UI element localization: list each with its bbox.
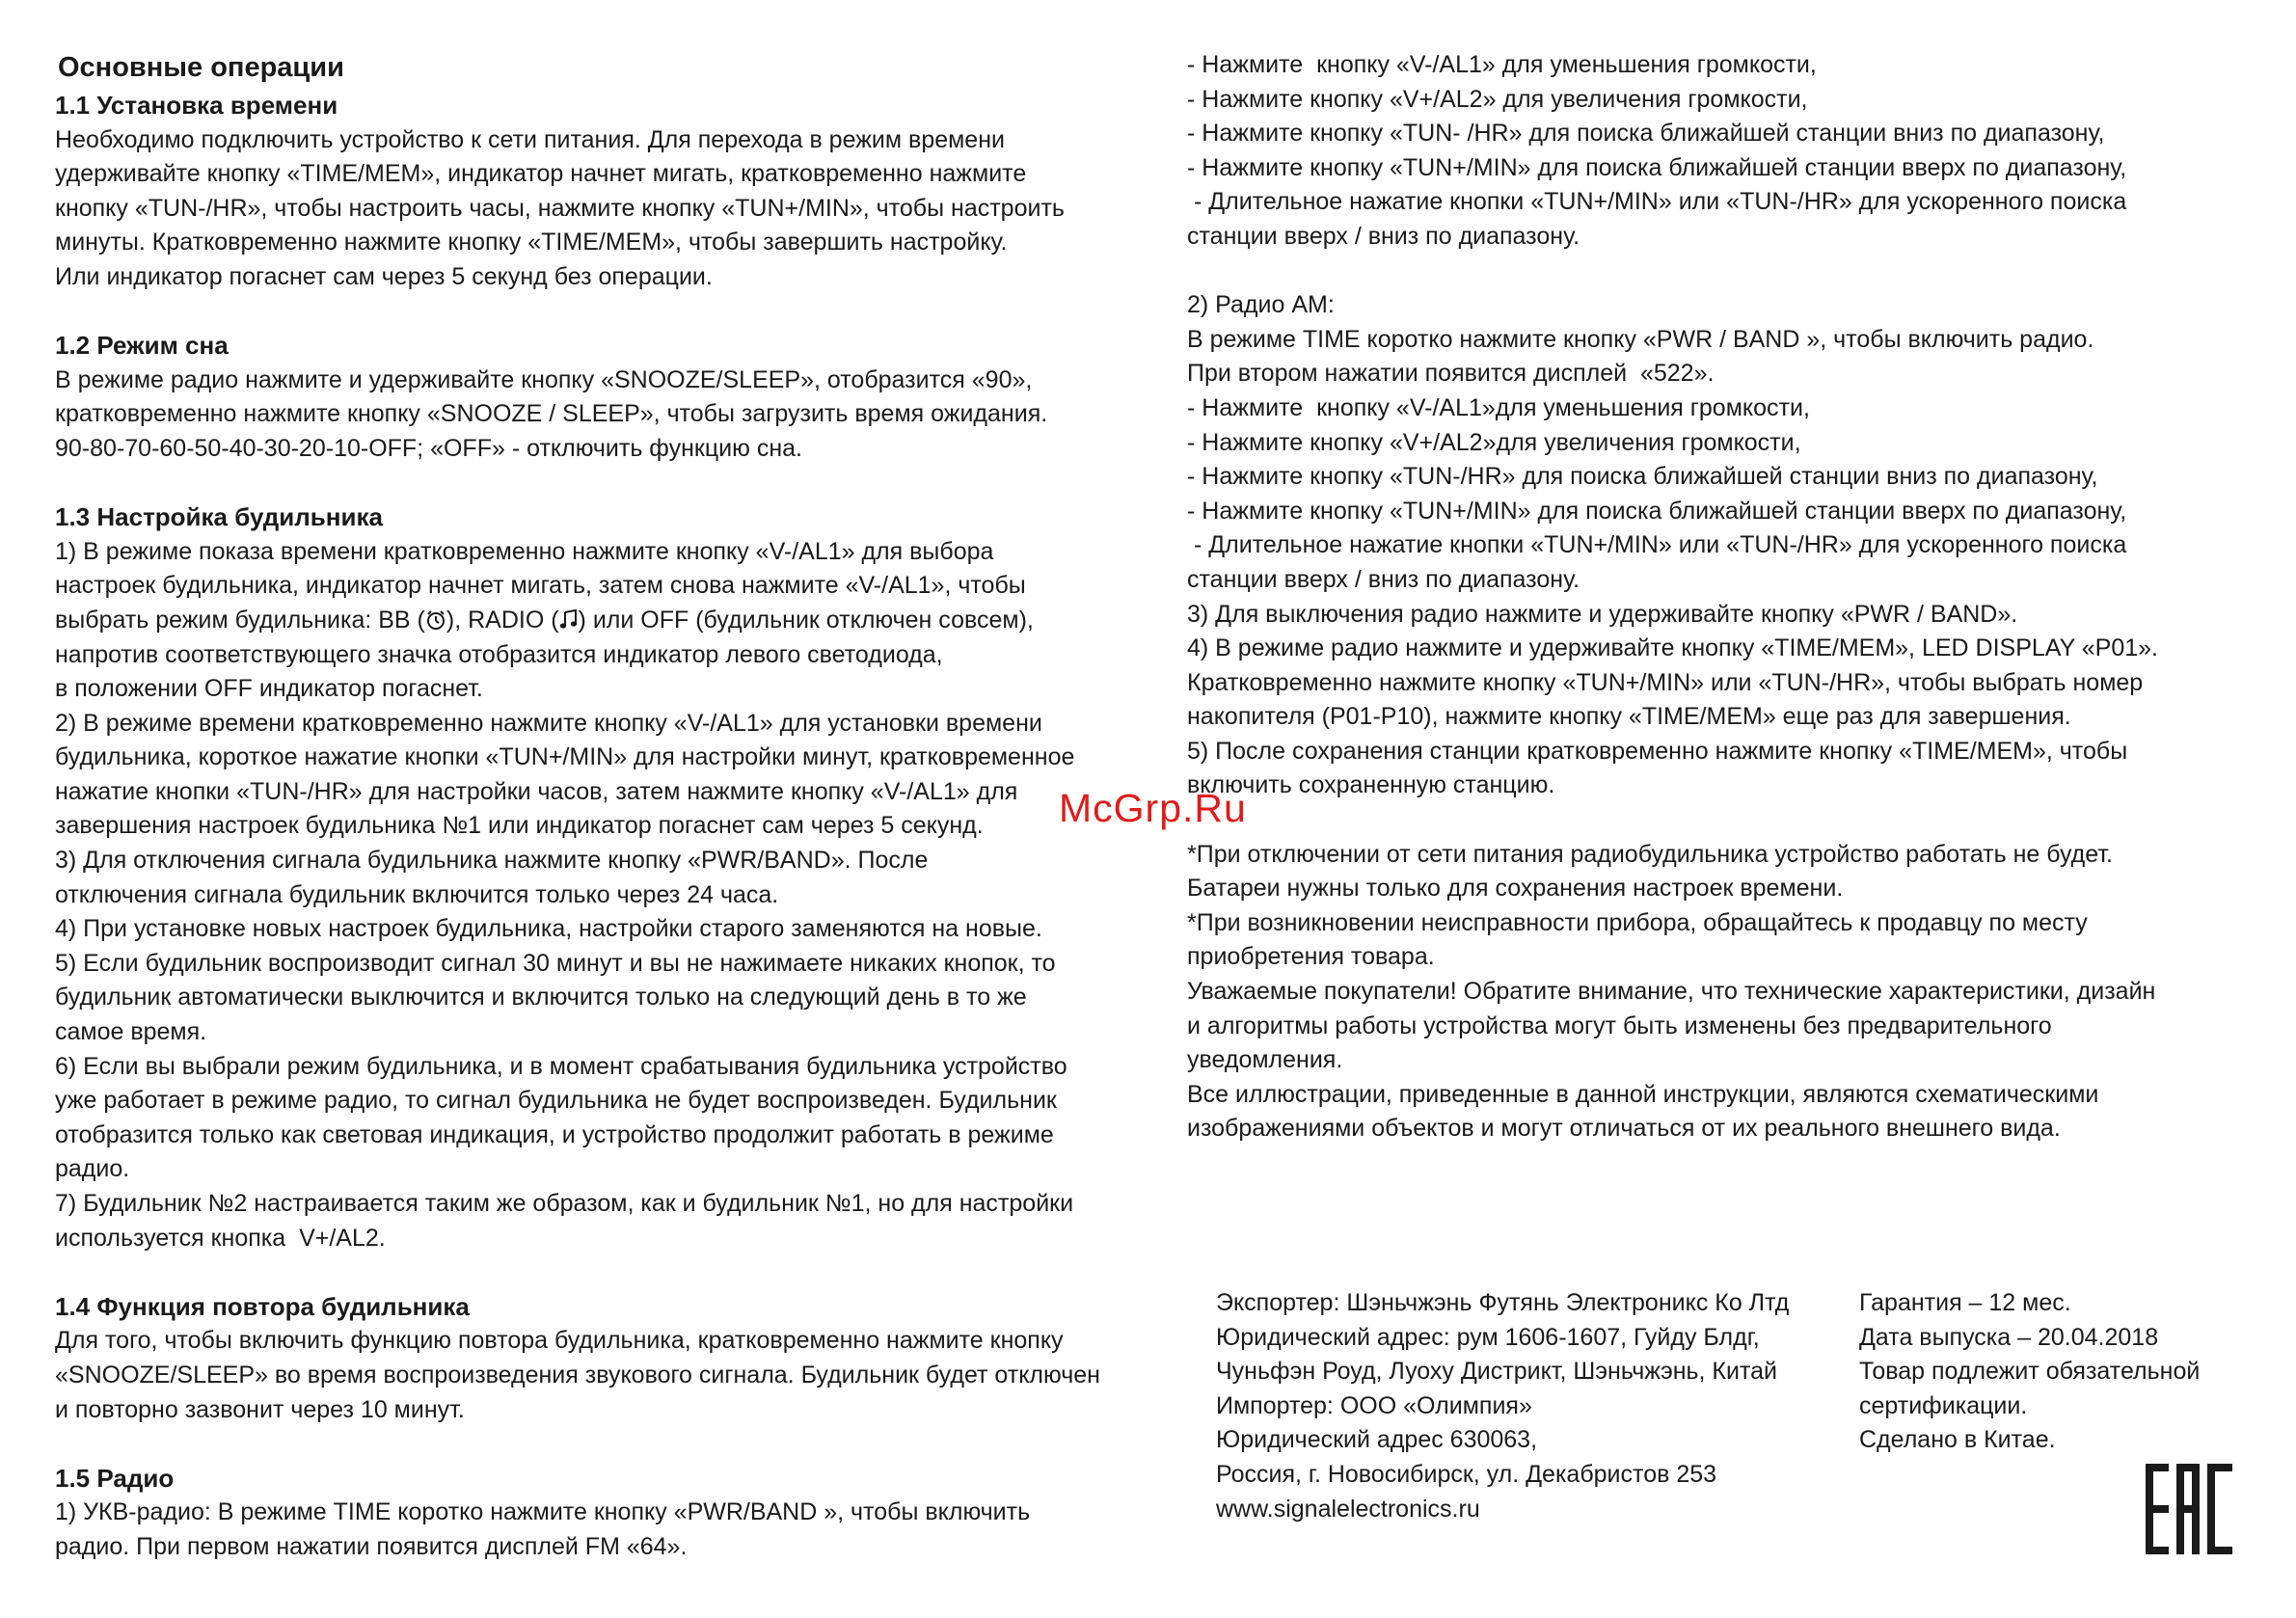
text-line: станции вверх / вниз по диапазону. bbox=[1187, 565, 1580, 593]
text-line: используется кнопка V+/AL2. bbox=[55, 1224, 386, 1252]
text-line: - Нажмите кнопку «TUN-/HR» для поиска ближайшей станции вниз по диапазону, bbox=[1187, 463, 2098, 491]
text-line: 2) Радио AM: bbox=[1187, 291, 1335, 319]
text-line: - Нажмите кнопку «V-/AL1» для уменьшения громкости, bbox=[1187, 51, 1817, 78]
text-line-with-icons bbox=[55, 604, 1164, 638]
text-line: *При возникновении неисправности прибора, обращайтесь к продавцу по месту bbox=[1187, 908, 2088, 936]
text-line: удерживайте кнопку «TIME/MEM», индикатор начнет мигать, кратковременно нажмите bbox=[55, 160, 1027, 188]
music-note-icon bbox=[559, 609, 579, 631]
section-body-alarm-setting bbox=[55, 535, 1164, 1255]
text-line: 7) Будильник №2 настраивается таким же образом, как и будильник №1, но для настройки bbox=[55, 1190, 1074, 1217]
text-line: В режиме радио нажмите и удерживайте кнопку «SNOOZE/SLEEP», отобразится «90», bbox=[55, 365, 1033, 393]
text-line: радио. При первом нажатии появится дисплей FM «64». bbox=[55, 1532, 688, 1560]
text-line: Сделано в Китае. bbox=[1859, 1426, 2056, 1454]
eac-certification-logo bbox=[2146, 1464, 2232, 1554]
text-line: 5) После сохранения станции кратковременно нажмите кнопку «TIME/MEM», чтобы bbox=[1187, 737, 2128, 765]
text-line: изображениями объектов и могут отличаться от их реального внешнего вида. bbox=[1187, 1115, 2061, 1143]
spacer bbox=[1187, 255, 2238, 289]
text-line: Для того, чтобы включить функцию повтора будильника, кратковременно нажмите кнопку bbox=[55, 1327, 1064, 1355]
text-line: Импортер: ООО «Олимпия» bbox=[1216, 1391, 1532, 1419]
text-line: 5) Если будильник воспроизводит сигнал 30 минут и вы не нажимаете никаких кнопок, то bbox=[55, 949, 1056, 977]
text-line: будильника, короткое нажатие кнопки «TUN+/MIN» для настройки минут, кратковременное bbox=[55, 743, 1075, 771]
text-line: - Нажмите кнопку «V-/AL1»для уменьшения громкости, bbox=[1187, 393, 1810, 421]
text-line: Юридический адрес 630063, bbox=[1216, 1426, 1538, 1454]
section-title-time-setting: 1.1 Установка времени bbox=[55, 91, 338, 120]
text-line: уведомления. bbox=[1187, 1046, 1343, 1074]
page-title: Основные операции bbox=[58, 52, 344, 83]
text-line: 2) В режиме времени кратковременно нажмите кнопку «V-/AL1» для установки времени bbox=[55, 709, 1042, 737]
text-line: приобретения товара. bbox=[1187, 943, 1435, 971]
section-title-sleep-mode: 1.2 Режим сна bbox=[55, 331, 229, 361]
notes-section bbox=[1187, 838, 2238, 1146]
text-line: будильник автоматически выключится и включится только на следующий день в то же bbox=[55, 984, 1027, 1011]
text-line: 4) В режиме радио нажмите и удерживайте кнопку «TIME/MEM», LED DISPLAY «P01». bbox=[1187, 634, 2159, 662]
text-line: 1) УКВ-радио: В режиме TIME коротко нажмите кнопку «PWR/BAND », чтобы включить bbox=[55, 1498, 1031, 1526]
spacer bbox=[55, 467, 1164, 501]
text-line: *При отключении от сети питания радиобудильника устройство работать не будет. bbox=[1187, 840, 2113, 868]
right-column bbox=[1187, 48, 2238, 1146]
text-line: отобразится только как световая индикация, и устройство продолжит работать в режиме bbox=[55, 1120, 1054, 1148]
text-fragment: ), RADIO ( bbox=[446, 606, 559, 634]
spacer bbox=[55, 295, 1164, 330]
text-line: накопителя (P01-P10), нажмите кнопку «TIME/MEM» еще раз для завершения. bbox=[1187, 703, 2071, 731]
text-line: - Нажмите кнопку «V+/AL2» для увеличения громкости, bbox=[1187, 85, 1808, 113]
text-line: минуты. Кратковременно нажмите кнопку «TIME/MEM», чтобы завершить настройку. bbox=[55, 229, 1008, 256]
text-line: - Нажмите кнопку «V+/AL2»для увеличения громкости, bbox=[1187, 428, 1801, 456]
text-line: и повторно зазвонит через 10 минут. bbox=[55, 1395, 465, 1423]
text-line: 6) Если вы выбрали режим будильника, и в момент срабатывания будильника устройство bbox=[55, 1052, 1067, 1080]
text-line: кратковременно нажмите кнопку «SNOOZE / SLEEP», чтобы загрузить время ожидания. bbox=[55, 400, 1048, 428]
text-line: Юридический адрес: рум 1606-1607, Гуйду Блдг, bbox=[1216, 1323, 1760, 1351]
text-line: Товар подлежит обязательной bbox=[1859, 1358, 2201, 1386]
text-line: Гарантия – 12 мес. bbox=[1859, 1289, 2071, 1316]
text-line: Уважаемые покупатели! Обратите внимание, что технические характеристики, дизайн bbox=[1187, 978, 2156, 1006]
text-line: Чуньфэн Роуд, Луоху Дистрикт, Шэньчжэнь, Китай bbox=[1216, 1358, 1777, 1386]
text-line: радио. bbox=[55, 1155, 130, 1183]
text-line: кнопку «TUN-/HR», чтобы настроить часы, нажмите кнопку «TUN+/MIN», чтобы настроить bbox=[55, 194, 1065, 222]
text-line: В режиме TIME коротко нажмите кнопку «PWR / BAND », чтобы включить радио. bbox=[1187, 325, 2094, 353]
text-line: станции вверх / вниз по диапазону. bbox=[1187, 222, 1580, 250]
text-line: в положении OFF индикатор погаснет. bbox=[55, 675, 483, 703]
text-line: настроек будильника, индикатор начнет мигать, затем снова нажмите «V-/AL1», чтобы bbox=[55, 572, 1026, 600]
section-title-alarm-setting: 1.3 Настройка будильника bbox=[55, 502, 383, 532]
left-column bbox=[55, 46, 1164, 1565]
text-line: Экспортер: Шэньчжэнь Футянь Электроникс Ко Лтд bbox=[1216, 1289, 1790, 1316]
section-body-snooze bbox=[55, 1324, 1164, 1427]
text-line: нажатие кнопки «TUN-/HR» для настройки часов, затем нажмите кнопку «V-/AL1» для bbox=[55, 777, 1018, 805]
text-line: отключения сигнала будильник включится только через 24 часа. bbox=[55, 880, 779, 908]
spacer bbox=[55, 1255, 1164, 1290]
text-line: Кратковременно нажмите кнопку «TUN+/MIN» или «TUN-/HR», чтобы выбрать номер bbox=[1187, 668, 2144, 696]
text-line: сертификации. bbox=[1859, 1391, 2028, 1419]
text-line: - Нажмите кнопку «TUN+/MIN» для поиска ближайшей станции вверх по диапазону, bbox=[1187, 497, 2127, 525]
section-title-radio: 1.5 Радио bbox=[55, 1463, 175, 1493]
text-line: Дата выпуска – 20.04.2018 bbox=[1859, 1323, 2159, 1351]
text-fragment: ) или OFF (будильник отключен совсем), bbox=[578, 606, 1034, 634]
section-body-sleep-mode bbox=[55, 364, 1164, 467]
text-line: Батареи нужны только для сохранения настроек времени. bbox=[1187, 875, 1844, 903]
text-fragment: выбрать режим будильника: BB ( bbox=[55, 606, 425, 634]
text-line: - Длительное нажатие кнопки «TUN+/MIN» или «TUN-/HR» для ускоренного поиска bbox=[1187, 531, 2127, 559]
text-line: самое время. bbox=[55, 1018, 207, 1046]
text-line: 90-80-70-60-50-40-30-20-10-OFF; «OFF» - отключить функцию сна. bbox=[55, 434, 802, 462]
text-line: Все иллюстрации, приведенные в данной инструкции, являются схематическими bbox=[1187, 1080, 2099, 1108]
text-line: При втором нажатии появится дисплей «522». bbox=[1187, 360, 1715, 388]
text-line: Россия, г. Новосибирск, ул. Декабристов 253 bbox=[1216, 1460, 1717, 1488]
text-line: включить сохраненную станцию. bbox=[1187, 771, 1555, 799]
text-line: 3) Для отключения сигнала будильника нажмите кнопку «PWR/BAND». После bbox=[55, 847, 929, 875]
text-line: 3) Для выключения радио нажмите и удерживайте кнопку «PWR / BAND». bbox=[1187, 600, 2018, 628]
section-body-time-setting bbox=[55, 123, 1164, 295]
warranty-info bbox=[1859, 1286, 2264, 1458]
text-line: и алгоритмы работы устройства могут быть изменены без предварительного bbox=[1187, 1011, 2052, 1039]
spacer bbox=[55, 1427, 1164, 1462]
am-radio-section bbox=[1187, 288, 2238, 803]
section-title-snooze: 1.4 Функция повтора будильника bbox=[55, 1291, 470, 1321]
exporter-importer-info bbox=[1216, 1286, 1833, 1526]
spacer bbox=[1187, 803, 2238, 838]
section-body-radio bbox=[55, 1496, 1164, 1564]
watermark: McGrp.Ru bbox=[1059, 786, 1247, 830]
text-line: напротив соответствующего значка отобразится индикатор левого светодиода, bbox=[55, 640, 943, 668]
text-line: 1) В режиме показа времени кратковременно нажмите кнопку «V-/AL1» для выбора bbox=[55, 537, 994, 565]
text-line: - Нажмите кнопку «TUN- /HR» для поиска ближайшей станции вниз по диапазону, bbox=[1187, 120, 2105, 148]
text-line: 4) При установке новых настроек будильника, настройки старого заменяются на новые. bbox=[55, 915, 1042, 943]
text-line: завершения настроек будильника №1 или индикатор погаснет сам через 5 секунд. bbox=[55, 812, 984, 840]
website-text: www.signalelectronics.ru bbox=[1216, 1495, 1480, 1523]
text-line: - Нажмите кнопку «TUN+/MIN» для поиска ближайшей станции вверх по диапазону, bbox=[1187, 153, 2127, 181]
text-line: - Длительное нажатие кнопки «TUN+/MIN» или «TUN-/HR» для ускоренного поиска bbox=[1187, 188, 2127, 216]
fm-controls-list bbox=[1187, 48, 2238, 255]
text-line: уже работает в режиме радио, то сигнал будильника не будет воспроизведен. Будильник bbox=[55, 1087, 1057, 1115]
alarm-clock-icon bbox=[425, 609, 446, 631]
text-line: Или индикатор погаснет сам через 5 секунд без операции. bbox=[55, 262, 713, 290]
text-line: Необходимо подключить устройство к сети питания. Для перехода в режим времени bbox=[55, 125, 1005, 153]
text-line: «SNOOZE/SLEEP» во время воспроизведения звукового сигнала. Будильник будет отключен bbox=[55, 1361, 1100, 1389]
